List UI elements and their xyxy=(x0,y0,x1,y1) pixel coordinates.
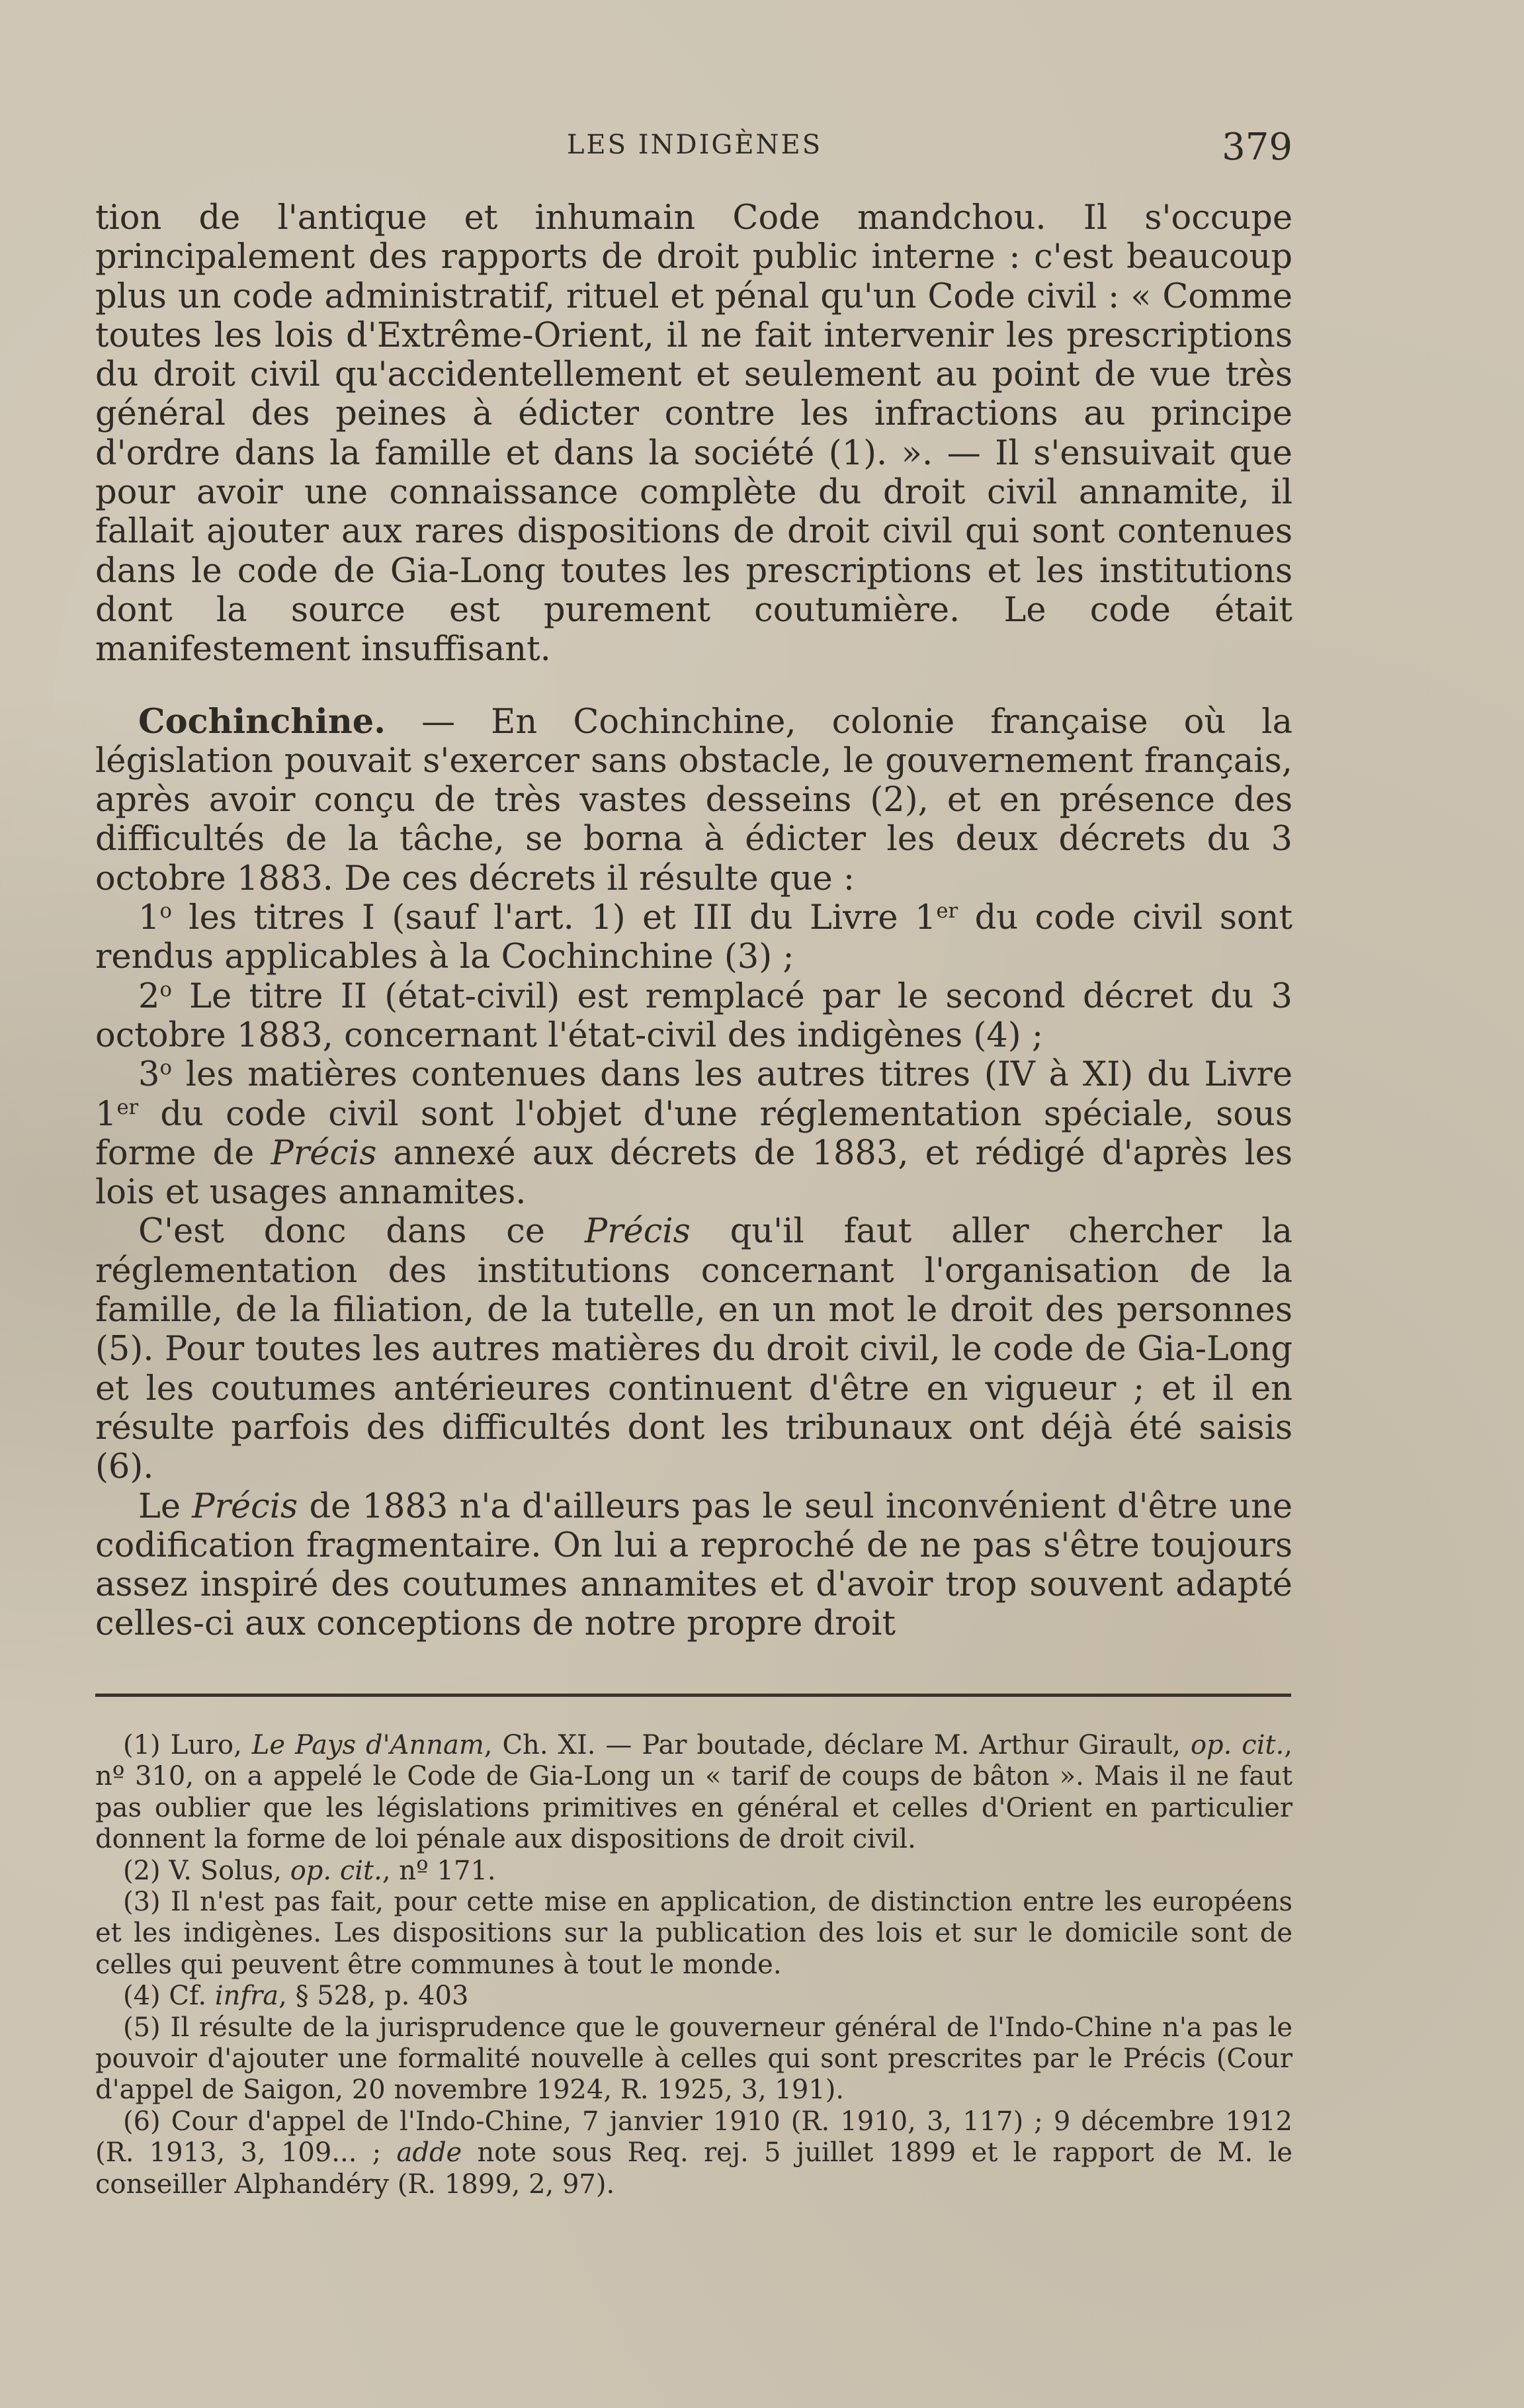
page-number: 379 xyxy=(1222,126,1292,169)
criticism-paragraph: Le Précis de 1883 n'a d'ailleurs pas le seul inconvénient d'être une codification fragmentaire. On lui a reproché de ne pas s'être toujours assez inspiré des coutumes annamites et d'avoir trop souvent adapté celles-ci aux conceptions de notre propre droit xyxy=(95,1486,1293,1644)
precis-paragraph: C'est donc dans ce Précis qu'il faut aller chercher la réglementation des institutions concernant l'organisation de la famille, de la filiation, de la tutelle, en un mot le droit des personnes (5). Pour toutes les autres matières du droit civil, le code de Gia-Long et les coutumes antérieures continuent d'être en vigueur ; et il en résulte parfois des difficultés dont les tribunaux ont déjà été saisis (6). xyxy=(95,1212,1292,1487)
footnote-3: (3) Il n'est pas fait, pour cette mise en application, de distinction entre les européens et les indigènes. Les dispositions sur la publication des lois et sur le domicile sont de celles qui peuvent être communes à tout le monde. xyxy=(95,1887,1292,1980)
footnote-6: (6) Cour d'appel de l'Indo-Chine, 7 janvier 1910 (R. 1910, 3, 117) ; 9 décembre 1912 (R. 1913, 3, 109... ; adde note sous Req. rej. 5 juillet 1899 et le rapport de M. le conseiller Alphandéry (R. 1899, 2, 97). xyxy=(95,2106,1293,2200)
footnote-1: (1) Luro, Le Pays d'Annam, Ch. XI. — Par boutade, déclare M. Arthur Girault, op. cit., nº 310, on a appelé le Code de Gia-Long un « tarif de coups de bâton ». Mais il ne faut pas oublier que les législations primitives en général et celles d'Orient en particulier donnent la forme de loi pénale aux dispositions de droit civil. xyxy=(95,1730,1293,1855)
footnote-5: (5) Il résulte de la jurisprudence que le gouverneur général de l'Indo-Chine n'a pas le pouvoir d'ajouter une formalité nouvelle à celles qui sont prescrites par le Précis (Cour d'appel de Saigon, 20 novembre 1924, R. 1925, 3, 191). xyxy=(95,2012,1292,2106)
footnote-divider xyxy=(95,1694,1291,1697)
list-item-1: 1$^o$ les titres I (sauf l'art. 1) et III du Livre 1er du code civil sont rendus applicables à la Cochinchine (3) ; xyxy=(95,898,1292,977)
footnote-4: (4) Cf. infra, § 528, p. 403 xyxy=(123,1981,469,2012)
list-item-2: 2$^o$ Le titre II (état-civil) est remplacé par le second décret du 3 octobre 1883, concernant l'état-civil des indigènes (4) ; xyxy=(95,976,1292,1055)
section-gap xyxy=(95,669,1292,703)
footnote-2: (2) V. Solus, op. cit., nº 171. xyxy=(123,1855,496,1886)
section-heading: Cochinchine. xyxy=(138,701,386,742)
section-opening: — En Cochinchine, colonie française où la législation pouvait s'exercer sans obstacle, le gouvernement français, après avoir conçu de très vastes desseins (2), et en présence des difficultés de la tâche, se borna à édicter les deux décrets du 3 octobre 1883. De ces décrets il résulte que : xyxy=(95,702,1292,898)
list-item-3: 3$^o$ les matières contenues dans les autres titres (IV à XI) du Livre 1er du code civil sont l'objet d'une réglementation spéciale, sous forme de Précis annexé aux décrets de 1883, et rédigé d'après les lois et usages annamites. xyxy=(95,1055,1292,1213)
cochinchine-paragraph xyxy=(95,703,1292,898)
footnotes xyxy=(95,1730,1292,2200)
intro-paragraph: tion de l'antique et inhumain Code mandchou. Il s'occupe principalement des rapports de droit public interne : c'est beaucoup plus un code administratif, rituel et pénal qu'un Code civil : « Comme toutes les lois d'Extrême-Orient, il ne fait intervenir les prescriptions du droit civil qu'accidentellement et seulement au point de vue très général des peines à édicter contre les infractions au principe d'ordre dans la famille et dans la société (1). ». — Il s'ensuivait que pour avoir une connaissance complète du droit civil annamite, il fallait ajouter aux rares dispositions de droit civil qui sont contenues dans le code de Gia-Long toutes les prescriptions et les institutions dont la source est purement coutumière. Le code était manifestement insuffisant. xyxy=(95,198,1292,669)
running-head xyxy=(93,126,1296,172)
main-text xyxy=(95,198,1292,1644)
running-title: LES INDIGÈNES xyxy=(566,130,823,160)
